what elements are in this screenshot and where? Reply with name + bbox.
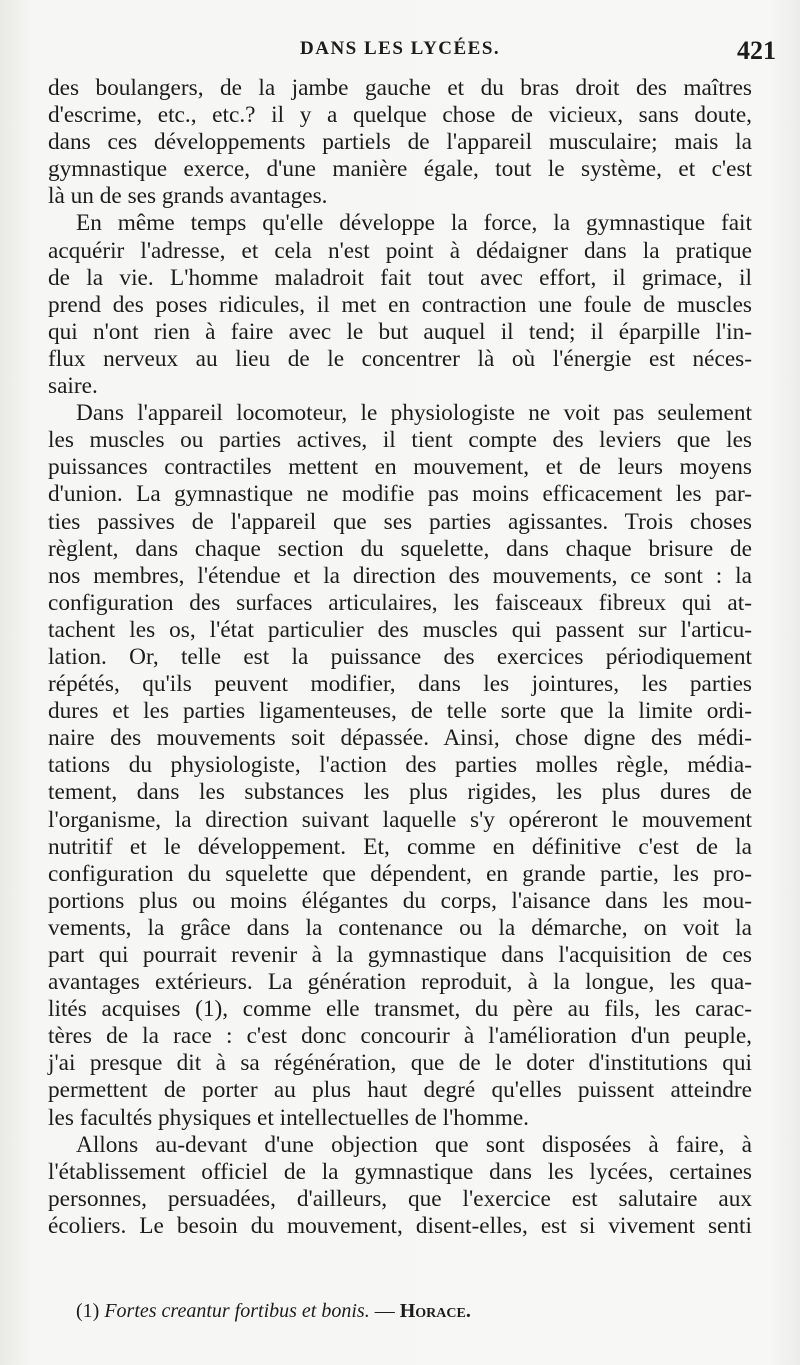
text-line: ties passives de l'appareil que ses parties agissantes. Trois choses [48,508,752,535]
text-line: vements, la grâce dans la contenance ou la démarche, on voit la [48,914,752,941]
text-line: de la vie. L'homme maladroit fait tout avec effort, il grimace, il [48,264,752,291]
text-line: d'escrime, etc., etc.? il y a quelque chose de vicieux, sans doute, [48,102,752,129]
text-line: nos membres, l'étendue et la direction des mouvements, ce sont : la [48,562,752,589]
text-line: Allons au-devant d'une objection que sont disposées à faire, à [76,1131,752,1158]
page-header [0,38,800,72]
text-line: dans ces développements partiels de l'appareil musculaire; mais la [48,129,752,156]
text-line: répétés, qu'ils peuvent modifier, dans les jointures, les parties [48,671,752,698]
text-line: configuration du squelette que dépendent, en grande partie, les pro- [48,860,752,887]
running-title: DANS LES LYCÉES. [300,38,501,59]
text-line: tement, dans les substances les plus rigides, les plus dures de [48,779,752,806]
text-line: les muscles ou parties actives, il tient compte des leviers que les [48,427,752,454]
text-line: portions plus ou moins élégantes du corps, l'aisance dans les mou- [48,887,752,914]
text-line: j'ai presque dit à sa régénération, que de le doter d'institutions qui [48,1050,752,1077]
footnote [76,1300,471,1323]
text-line: configuration des surfaces articulaires, les faisceaux fibreux qui at- [48,589,752,616]
text-line: tations du physiologiste, l'action des parties molles règle, média- [48,752,752,779]
footnote-author: Horace. [399,1300,471,1322]
text-line: acquérir l'adresse, et cela n'est point à dédaigner dans la pratique [48,237,752,264]
text-line: l'organisme, la direction suivant laquelle s'y opéreront le mouvement [48,806,752,833]
page-number: 421 [737,36,776,65]
text-line: lités acquises (1), comme elle transmet, du père au fils, les carac- [48,996,752,1023]
footnote-dash: — [374,1300,395,1322]
text-line: les facultés physiques et intellectuelles de l'homme. [48,1104,529,1131]
text-line: personnes, persuadées, d'ailleurs, que l'exercice est salutaire aux [48,1185,752,1212]
text-line: lation. Or, telle est la puissance des exercices périodiquement [48,643,752,670]
text-line: nutritif et le développement. Et, comme en définitive c'est de la [48,833,752,860]
text-line: règlent, dans chaque section du squelette, dans chaque brisure de [48,535,752,562]
text-line: flux nerveux au lieu de le concentrer là où l'énergie est néces- [48,345,752,372]
text-line: prend des poses ridicules, il met en contraction une foule de muscles [48,291,752,318]
text-line: tères de la race : c'est donc concourir à l'amélioration d'un peuple, [48,1023,752,1050]
text-line: part qui pourrait revenir à la gymnastique dans l'acquisition de ces [48,942,752,968]
footnote-marker: (1) [76,1300,100,1322]
body-text [48,75,752,1240]
text-line: permettent de porter au plus haut degré qu'elles puissent atteindre [48,1077,752,1104]
text-line: naire des mouvements soit dépassée. Ainsi, chose digne des médi- [48,725,752,752]
text-line: avantages extérieurs. La génération reproduit, à la longue, les qua- [48,969,752,996]
text-line: d'union. La gymnastique ne modifie pas moins efficacement les par- [48,481,752,508]
footnote-quote: Fortes creantur fortibus et bonis. [104,1300,370,1322]
text-line: En même temps qu'elle développe la force, la gymnastique fait [76,210,752,237]
text-line: saire. [48,373,98,400]
text-line: gymnastique exerce, d'une manière égale, tout le système, et c'est [48,156,752,183]
text-line: dures et les parties ligamenteuses, de telle sorte que la limite ordi- [48,698,752,725]
text-line: là un de ses grands avantages. [48,183,328,210]
text-line: l'établissement officiel de la gymnastique dans les lycées, certaines [48,1158,752,1185]
text-line: Dans l'appareil locomoteur, le physiologiste ne voit pas seulement [76,400,752,427]
text-line: des boulangers, de la jambe gauche et du bras droit des maîtres [48,75,752,101]
text-line: puissances contractiles mettent en mouvement, et de leurs moyens [48,454,752,481]
text-line: qui n'ont rien à faire avec le but auquel il tend; il éparpille l'in- [48,318,752,345]
text-line: tachent les os, l'état particulier des muscles qui passent sur l'articu- [48,616,752,643]
text-line: écoliers. Le besoin du mouvement, disent-elles, est si vivement senti [48,1212,752,1239]
